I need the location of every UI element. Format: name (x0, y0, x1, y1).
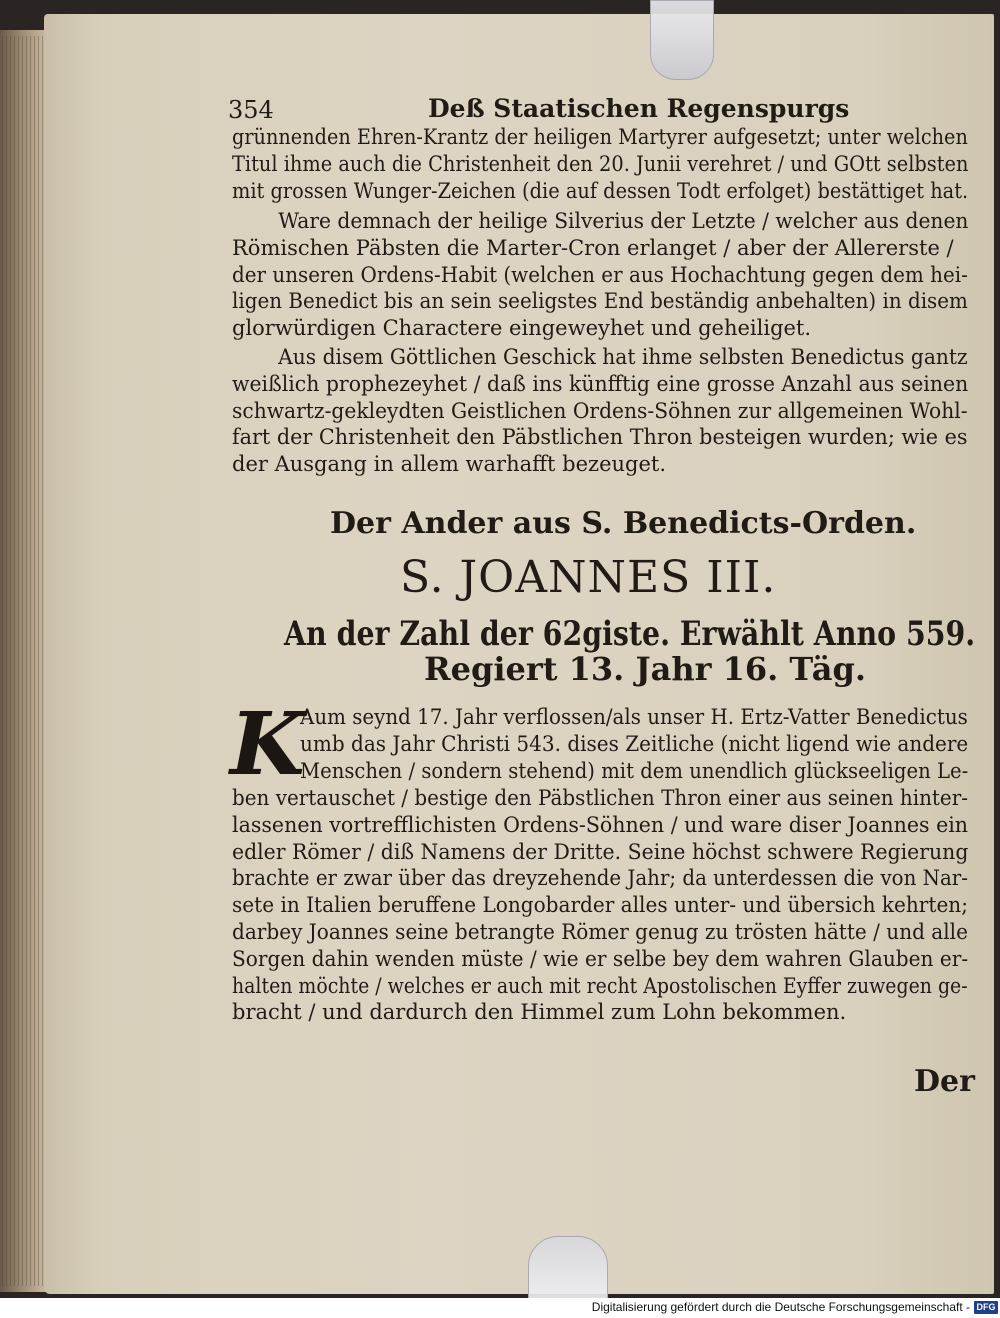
paragraph-2 (232, 208, 968, 342)
main-paragraph (232, 785, 968, 1026)
main-paragraph-indented (300, 704, 968, 784)
paragraph-1 (232, 124, 968, 204)
text-line: Ware demnach der heilige Silverius der Letzte / welcher aus denen (278, 209, 969, 233)
section-heading-order: Der Ander aus S. Benedicts-Orden. (330, 506, 917, 541)
text-line: Menschen / sondern stehend) mit dem unendlich glückseeligen Le- (300, 758, 969, 783)
book-clip-top (650, 0, 714, 80)
text-line: edler Römer / diß Namens der Dritte. Seine höchst schwere Regierung (232, 839, 969, 864)
text-line: bracht / und dardurch den Himmel zum Lohn bekommen. (232, 1000, 847, 1025)
section-heading-name: S. JOANNES III. (400, 552, 777, 603)
text-line: sete in Italien beruffene Longobarder alles unter- und übersich kehrten; (232, 893, 968, 918)
text-line: brachte er zwar über das dreyzehende Jahr; da unterdessen die von Nar- (232, 866, 968, 891)
text-line: darbey Joannes seine betrangte Römer genug zu trösten hätte / und alle (232, 919, 968, 944)
catchword: Der (914, 1064, 975, 1099)
section-heading-number: An der Zahl der 62giste. Erwählt Anno 559. (284, 614, 976, 654)
section-heading-reign: Regiert 13. Jahr 16. Täg. (424, 650, 866, 688)
text-line: der unseren Ordens-Habit (welchen er aus Hochachtung gegen dem hei- (232, 262, 968, 287)
text-line: Aum seynd 17. Jahr verflossen/als unser H. Ertz-Vatter Benedictus (300, 705, 968, 729)
text-line: ligen Benedict bis an sein seeligstes End beständig anbehalten) in disem (232, 289, 968, 314)
text-line: mit grossen Wunger-Zeichen (die auf dessen Todt erfolget) bestättiget hat. (232, 178, 969, 203)
text-line: der Ausgang in allem warhafft bezeuget. (232, 452, 667, 477)
text-line: fart der Christenheit den Päbstlichen Thron besteigen wurden; wie es (232, 425, 968, 450)
paragraph-3 (232, 344, 968, 478)
text-line: grünnenden Ehren-Krantz der heiligen Martyrer aufgesetzt; unter welchen (232, 125, 968, 149)
drop-initial: K (230, 694, 305, 795)
page-number: 354 (228, 96, 274, 124)
running-head: Deß Staatischen Regenspurgs (428, 94, 850, 123)
text-line: Titul ihme auch die Christenheit den 20. Junii verehret / und GOtt selbsten (232, 151, 969, 176)
text-line: Sorgen dahin wenden müste / wie er selbe bey dem wahren Glauben er- (232, 946, 969, 971)
text-line: schwartz-gekleydten Geistlichen Ordens-Söhnen zur allgemeinen Wohl- (232, 398, 968, 423)
text-line: Aus disem Göttlichen Geschick hat ihme selbsten Benedictus gantz (278, 345, 968, 369)
text-line: lassenen vortrefflichisten Ordens-Söhnen / und ware diser Joannes ein (232, 812, 969, 837)
book-clip-bottom (528, 1236, 608, 1298)
text-line: umb das Jahr Christi 543. dises Zeitliche (nicht ligend wie andere (300, 731, 969, 756)
dfg-logo-icon: DFG (974, 1301, 998, 1314)
text-line: glorwürdigen Charactere eingeweyhet und geheiliget. (232, 316, 812, 341)
book-page-edge-lines (2, 36, 46, 1286)
text-line: Römischen Päbsten die Marter-Cron erlanget / aber der Allererste / (232, 235, 954, 260)
text-line: weißlich prophezeyhet / daß ins künfftig eine grosse Anzahl aus seinen (232, 371, 969, 396)
text-line: halten möchte / welches er auch mit recht Apostolischen Eyffer zuwegen ge- (232, 973, 968, 998)
text-line: ben vertauschet / bestige den Päbstlichen Thron einer aus seinen hinter- (232, 786, 968, 810)
digitization-footer (0, 1298, 1000, 1318)
footer-credit: Digitalisierung gefördert durch die Deutsche Forschungsgemeinschaft - (591, 1300, 970, 1314)
